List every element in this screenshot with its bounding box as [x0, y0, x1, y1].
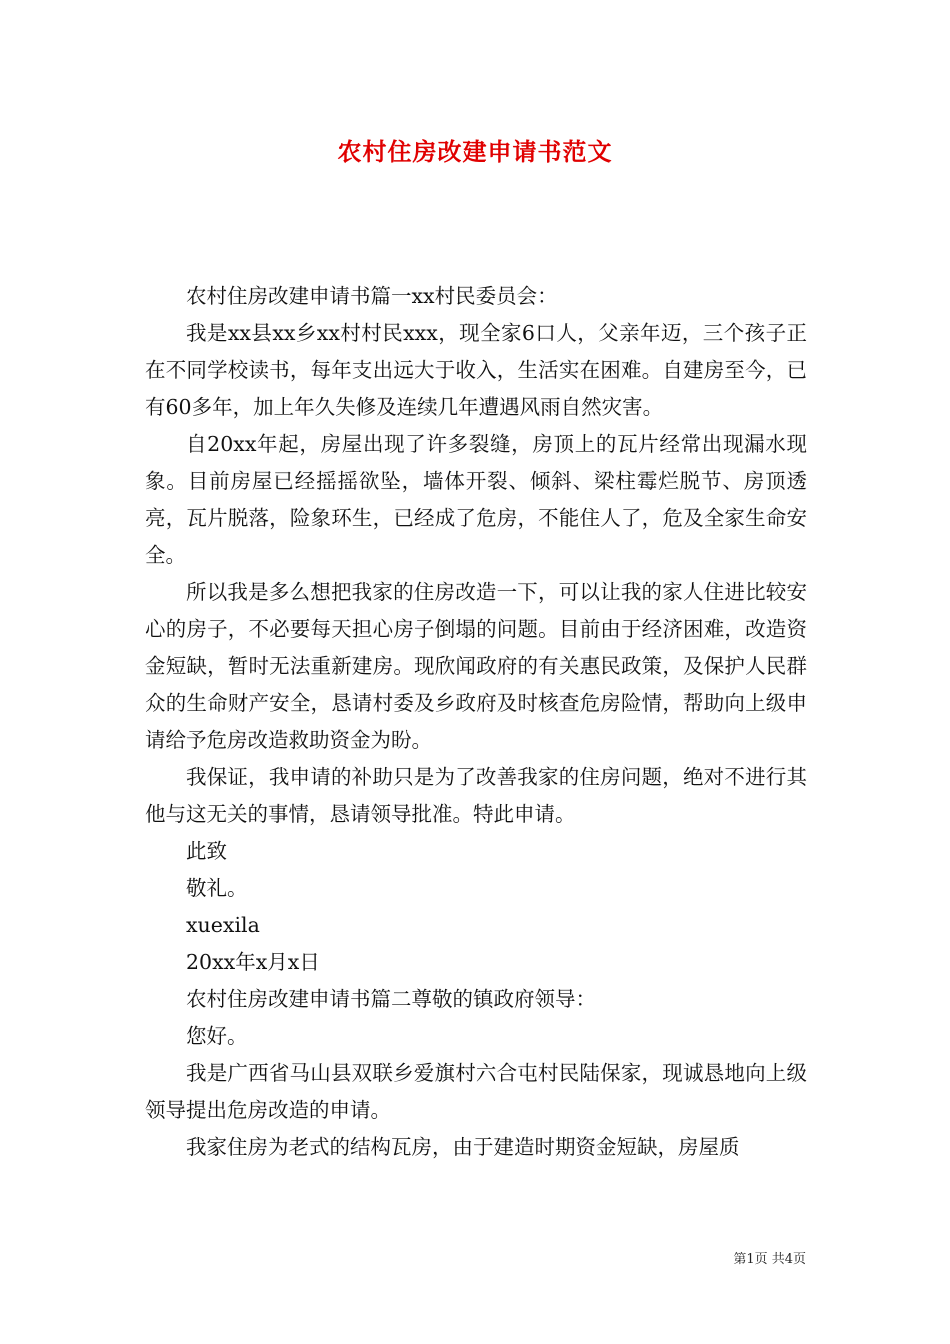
paragraph-8: 我家住房为老式的结构瓦房，由于建造时期资金短缺，房屋质 [186, 1135, 740, 1159]
greeting: 您好。 [186, 1024, 248, 1048]
paragraph-7: 我是广西省马山县双联乡爱旗村六合屯村民陆保家，现诚恳地向上级领导提出危房改造的申请。 [145, 1061, 807, 1122]
closing-line-2: 敬礼。 [186, 876, 248, 900]
paragraph-1: 农村住房改建申请书篇一xx村民委员会： [186, 284, 558, 308]
document-title: 农村住房改建申请书范文 [337, 137, 613, 166]
paragraph-6: 农村住房改建申请书篇二尊敬的镇政府领导： [186, 987, 596, 1011]
paragraph-3: 自20xx年起，房屋出现了许多裂缝，房顶上的瓦片经常出现漏水现象。目前房屋已经摇摇欲坠，墙体开裂、倾斜、梁柱霉烂脱节、房顶透亮，瓦片脱落，险象环生，已经成了危房，不能住人了，危及全家生命安全。 [145, 432, 807, 567]
paragraph-4: 所以我是多么想把我家的住房改造一下，可以让我的家人住进比较安心的房子，不必要每天担心房子倒塌的问题。目前由于经济困难，改造资金短缺，暂时无法重新建房。现欣闻政府的有关惠民政策，及保护人民群众的生命财产安全，恳请村委及乡政府及时核查危房险情，帮助向上级申请给予危房改造救助资金为盼。 [145, 580, 807, 752]
closing-line-1: 此致 [186, 839, 227, 863]
signature: xuexila [186, 913, 260, 937]
paragraph-2: 我是xx县xx乡xx村村民xxx，现全家6口人，父亲年迈，三个孩子正在不同学校读书，每年支出远大于收入，生活实在困难。自建房至今，已有60多年，加上年久失修及连续几年遭遇风雨自然灾害。 [145, 321, 807, 419]
date-line: 20xx年x月x日 [186, 950, 320, 974]
page-number: 第1页 共4页 [733, 1252, 806, 1267]
document-body [145, 278, 807, 1166]
paragraph-5: 我保证，我申请的补助只是为了改善我家的住房问题，绝对不进行其他与这无关的事情，恳请领导批准。特此申请。 [145, 765, 807, 826]
